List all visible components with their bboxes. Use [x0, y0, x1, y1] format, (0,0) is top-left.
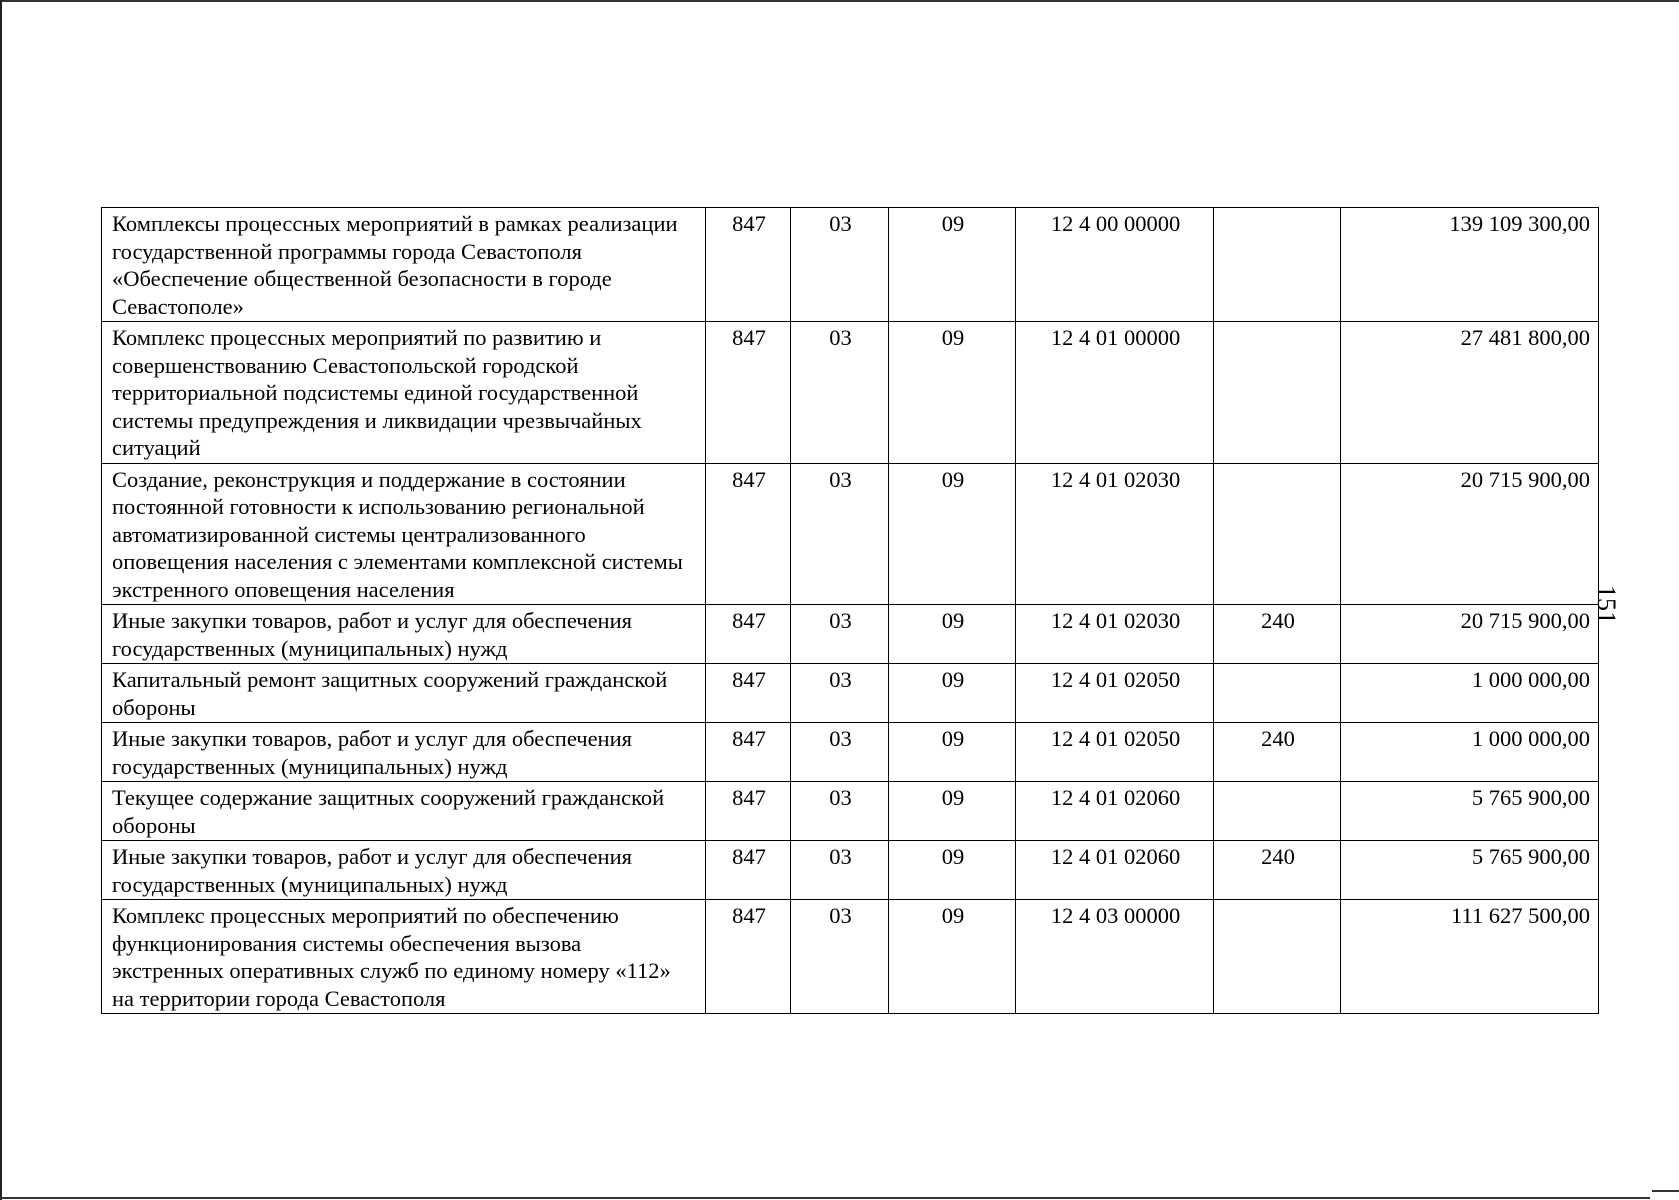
row-ministry-code: 847	[706, 723, 791, 782]
row-subsection-code: 09	[889, 605, 1016, 664]
row-name: Капитальный ремонт защитных сооружений гражданской обороны	[102, 664, 706, 723]
row-section-code: 03	[791, 782, 889, 841]
row-section-code: 03	[791, 664, 889, 723]
row-section-code: 03	[791, 723, 889, 782]
budget-table	[101, 207, 1599, 1014]
row-ministry-code: 847	[706, 322, 791, 464]
row-amount: 1 000 000,00	[1341, 664, 1599, 723]
row-ministry-code: 847	[706, 782, 791, 841]
row-amount: 1 000 000,00	[1341, 723, 1599, 782]
scan-edge-bottom	[0, 1197, 1650, 1199]
row-section-code: 03	[791, 463, 889, 605]
row-target-code: 12 4 01 02060	[1016, 782, 1214, 841]
row-name: Иные закупки товаров, работ и услуг для обеспечения государственных (муниципальных) нужд	[102, 605, 706, 664]
table-row	[102, 322, 1599, 464]
scan-edge-left	[0, 0, 2, 1200]
row-target-code: 12 4 01 02030	[1016, 605, 1214, 664]
table-body	[102, 208, 1599, 1014]
row-subsection-code: 09	[889, 723, 1016, 782]
table-row	[102, 841, 1599, 900]
row-section-code: 03	[791, 841, 889, 900]
row-expense-type	[1214, 463, 1341, 605]
row-target-code: 12 4 01 00000	[1016, 322, 1214, 464]
row-subsection-code: 09	[889, 841, 1016, 900]
row-target-code: 12 4 00 00000	[1016, 208, 1214, 322]
row-expense-type	[1214, 322, 1341, 464]
row-name: Создание, реконструкция и поддержание в состоянии постоянной готовности к использованию региональной автоматизированной системы централизованного оповещения населения с элементами комплексной системы экстренного оповещения населения	[102, 463, 706, 605]
row-ministry-code: 847	[706, 841, 791, 900]
scan-mark-right	[1652, 1190, 1679, 1192]
row-section-code: 03	[791, 322, 889, 464]
row-subsection-code: 09	[889, 900, 1016, 1014]
row-target-code: 12 4 03 00000	[1016, 900, 1214, 1014]
table-row	[102, 208, 1599, 322]
row-expense-type: 240	[1214, 605, 1341, 664]
row-name: Иные закупки товаров, работ и услуг для обеспечения государственных (муниципальных) нужд	[102, 723, 706, 782]
row-amount: 5 765 900,00	[1341, 782, 1599, 841]
row-amount: 20 715 900,00	[1341, 605, 1599, 664]
row-expense-type	[1214, 900, 1341, 1014]
row-ministry-code: 847	[706, 900, 791, 1014]
row-section-code: 03	[791, 605, 889, 664]
row-amount: 111 627 500,00	[1341, 900, 1599, 1014]
row-amount: 20 715 900,00	[1341, 463, 1599, 605]
row-name: Комплекс процессных мероприятий по развитию и совершенствованию Севастопольской городской территориальной подсистемы единой государственной системы предупреждения и ликвидации чрезвычайных ситуаций	[102, 322, 706, 464]
row-name: Комплексы процессных мероприятий в рамках реализации государственной программы города Севастополя «Обеспечение общественной безопасности в городе Севастополе»	[102, 208, 706, 322]
row-amount: 27 481 800,00	[1341, 322, 1599, 464]
row-target-code: 12 4 01 02060	[1016, 841, 1214, 900]
row-amount: 139 109 300,00	[1341, 208, 1599, 322]
row-subsection-code: 09	[889, 208, 1016, 322]
row-ministry-code: 847	[706, 463, 791, 605]
table-row	[102, 463, 1599, 605]
row-expense-type: 240	[1214, 841, 1341, 900]
table-row	[102, 664, 1599, 723]
row-ministry-code: 847	[706, 664, 791, 723]
row-ministry-code: 847	[706, 605, 791, 664]
table-row	[102, 723, 1599, 782]
table-row	[102, 782, 1599, 841]
row-section-code: 03	[791, 900, 889, 1014]
row-target-code: 12 4 01 02050	[1016, 723, 1214, 782]
scan-edge-top	[0, 0, 1679, 2]
page-number: 151	[1592, 585, 1621, 624]
row-subsection-code: 09	[889, 664, 1016, 723]
row-target-code: 12 4 01 02030	[1016, 463, 1214, 605]
row-expense-type	[1214, 208, 1341, 322]
row-subsection-code: 09	[889, 322, 1016, 464]
row-target-code: 12 4 01 02050	[1016, 664, 1214, 723]
row-subsection-code: 09	[889, 463, 1016, 605]
row-name: Иные закупки товаров, работ и услуг для обеспечения государственных (муниципальных) нужд	[102, 841, 706, 900]
row-name: Комплекс процессных мероприятий по обеспечению функционирования системы обеспечения вызова экстренных оперативных служб по единому номеру «112» на территории города Севастополя	[102, 900, 706, 1014]
row-expense-type: 240	[1214, 723, 1341, 782]
row-expense-type	[1214, 664, 1341, 723]
row-subsection-code: 09	[889, 782, 1016, 841]
table-row	[102, 900, 1599, 1014]
row-name: Текущее содержание защитных сооружений гражданской обороны	[102, 782, 706, 841]
table-row	[102, 605, 1599, 664]
row-amount: 5 765 900,00	[1341, 841, 1599, 900]
row-ministry-code: 847	[706, 208, 791, 322]
row-section-code: 03	[791, 208, 889, 322]
row-expense-type	[1214, 782, 1341, 841]
